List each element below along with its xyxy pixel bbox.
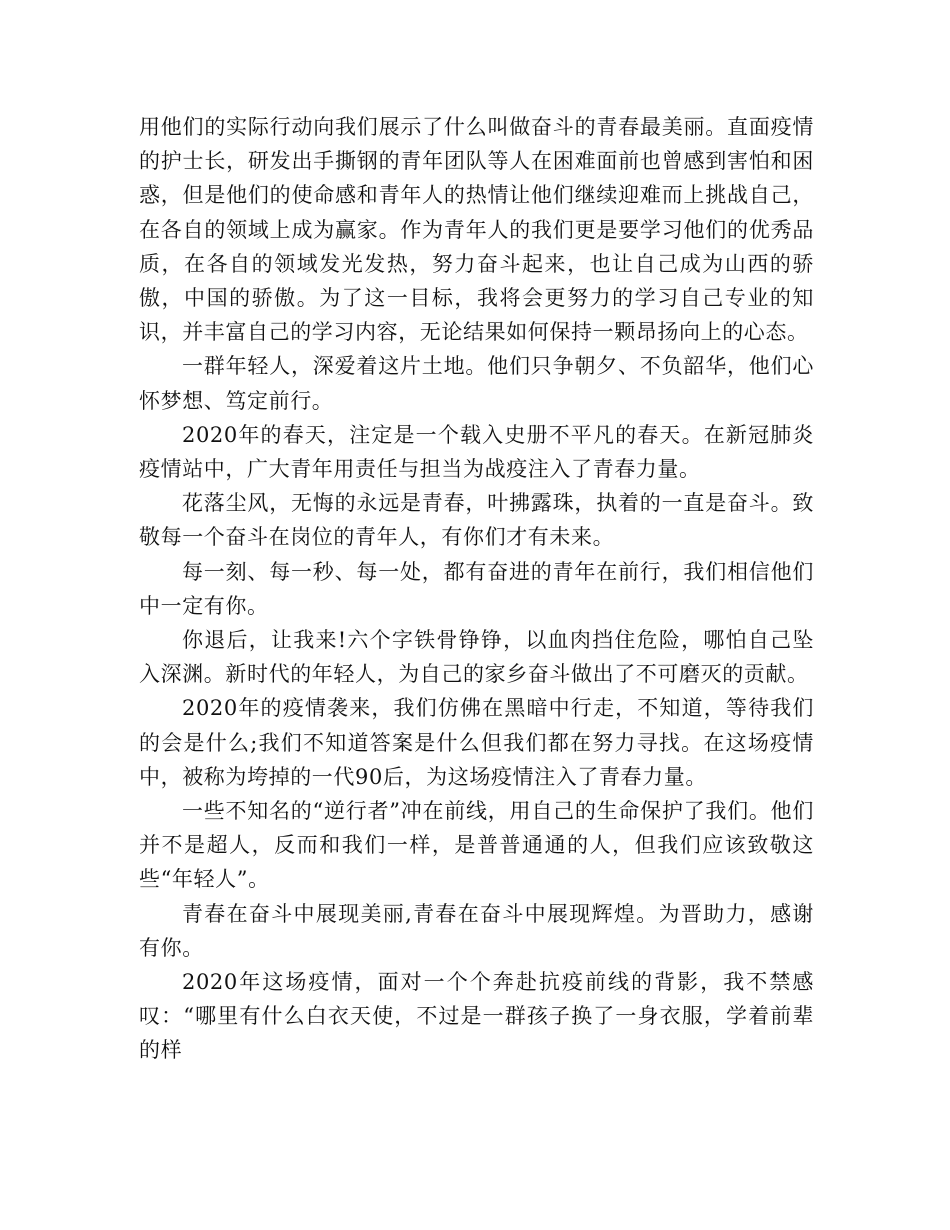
paragraph-9: 青春在奋斗中展现美丽,青春在奋斗中展现辉煌。为晋助力，感谢有你。 bbox=[139, 901, 814, 960]
paragraph-2: 一群年轻人，深爱着这片土地。他们只争朝夕、不负韶华，他们心怀梦想、笃定前行。 bbox=[139, 354, 814, 413]
paragraph-7: 2020年的疫情袭来，我们仿佛在黑暗中行走，不知道，等待我们的会是什么;我们不知道答案是什么但我们都在努力寻找。在这场疫情中，被称为垮掉的一代90后，为这场疫情注入了青春力量。 bbox=[139, 696, 814, 789]
paragraph-1: 用他们的实际行动向我们展示了什么叫做奋斗的青春最美丽。直面疫情的护士长，研发出手撕钢的青年团队等人在困难面前也曾感到害怕和困惑，但是他们的使命感和青年人的热情让他们继续迎难而上挑战自己，在各自的领域上成为赢家。作为青年人的我们更是要学习他们的优秀品质，在各自的领域发光发热，努力奋斗起来，也让自己成为山西的骄傲，中国的骄傲。为了这一目标，我将会更努力的学习自己专业的知识，并丰富自己的学习内容，无论结果如何保持一颗昂扬向上的心态。 bbox=[139, 115, 814, 345]
paragraph-6: 你退后，让我来!六个字铁骨铮铮，以血肉挡住危险，哪怕自己坠入深渊。新时代的年轻人，为自己的家乡奋斗做出了不可磨灭的贡献。 bbox=[139, 628, 814, 687]
paragraph-8: 一些不知名的“逆行者”冲在前线，用自己的生命保护了我们。他们并不是超人，反而和我们一样，是普普通通的人，但我们应该致敬这些“年轻人”。 bbox=[139, 799, 814, 892]
paragraph-10: 2020年这场疫情，面对一个个奔赴抗疫前线的背影，我不禁感叹：“哪里有什么白衣天使，不过是一群孩子换了一身衣服，学着前辈的样 bbox=[139, 970, 814, 1063]
document-page bbox=[139, 110, 814, 1068]
paragraph-4: 花落尘风，无悔的永远是青春，叶拂露珠，执着的一直是奋斗。致敬每一个奋斗在岗位的青年人，有你们才有未来。 bbox=[139, 491, 814, 550]
paragraph-3: 2020年的春天，注定是一个载入史册不平凡的春天。在新冠肺炎疫情站中，广大青年用责任与担当为战疫注入了青春力量。 bbox=[139, 422, 814, 482]
paragraph-5: 每一刻、每一秒、每一处，都有奋进的青年在前行，我们相信他们中一定有你。 bbox=[139, 559, 814, 618]
